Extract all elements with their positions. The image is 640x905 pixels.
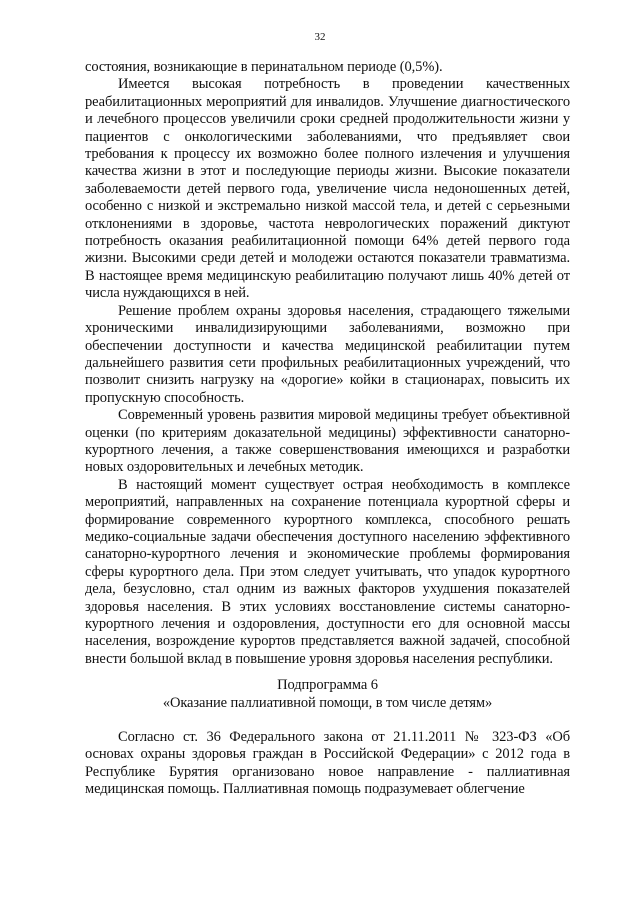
subprogram-title: Подпрограмма 6 — [277, 677, 378, 694]
paragraph-world-medicine: Современный уровень развития мировой медицины требует объективной оценки (по критериям доказательной медицины) эффективности санаторно-курортного лечения, а также совершенствования имеющихся и разработки новых оздоровительных и лечебных методик. — [85, 407, 570, 476]
subprogram-heading — [85, 677, 570, 712]
paragraph-continuation: состояния, возникающие в перинатальном периоде (0,5%). — [85, 59, 443, 75]
subprogram-subtitle: «Оказание паллиативной помощи, в том числе детям» — [162, 694, 493, 711]
paragraph-health-problems: Решение проблем охраны здоровья населения, страдающего тяжелыми хроническими инвалидизирующими заболеваниями, возможно при обеспечении доступности и качества медицинской реабилитации путем дальнейшего развития сети профильных реабилитационных учреждений, что позволит снизить нагрузку на «дорогие» койки в стационарах, повысить их пропускную способность. — [85, 302, 570, 406]
page-number: 32 — [314, 31, 326, 43]
paragraph-resort-sphere: В настоящий момент существует острая необходимость в комплексе мероприятий, направленных на сохранение потенциала курортной сферы и формирование современного курортного комплекса, способного решать медико-социальные задачи обеспечения доступного населению эффективного санаторно-курортного лечения и экономические проблемы формирования сферы курортного дела. При этом следует учитывать, что упадок курортного дела, безусловно, стал одним из важных факторов ухудшения показателей здоровья населения. В этих условиях восстановление системы санаторно-курортного лечения и оздоровления, доступности его для основной массы населения, возрождение курортов представляется важной задачей, способной внести большой вклад в повышение уровня здоровья населения республики. — [85, 476, 570, 667]
paragraph-palliative-care: Согласно ст. 36 Федерального закона от 21.11.2011 № 323-ФЗ «Об основах охраны здоровья граждан в Российской Федерации» с 2012 года в Республике Бурятия организовано новое направление - паллиативная медицинская помощь. Паллиативная помощь подразумевает облегчение — [85, 729, 570, 798]
paragraph-rehabilitation-need: Имеется высокая потребность в проведении качественных реабилитационных мероприятий для инвалидов. Улучшение диагностического и лечебного процессов увеличили сроки средней продолжительности жизни у пациентов с онкологическими заболеваниями, что предъявляет свои требования к процессу их возможно более полного излечения и улучшения качества жизни в этот и последующие периоды жизни. Высокие показатели заболеваемости детей первого года, увеличение числа недоношенных детей, особенно с низкой и экстремально низкой массой тела, и детей с серьезными отклонениями в здоровье, частота неврологических поражений диктуют потребность оказания реабилитационной помощи 64% детей первого года жизни. Высокими среди детей и молодежи остаются показатели травматизма. В настоящее время медицинскую реабилитацию получают лишь 40% детей от числа нуждающихся в ней. — [85, 76, 570, 302]
document-body — [85, 59, 570, 799]
